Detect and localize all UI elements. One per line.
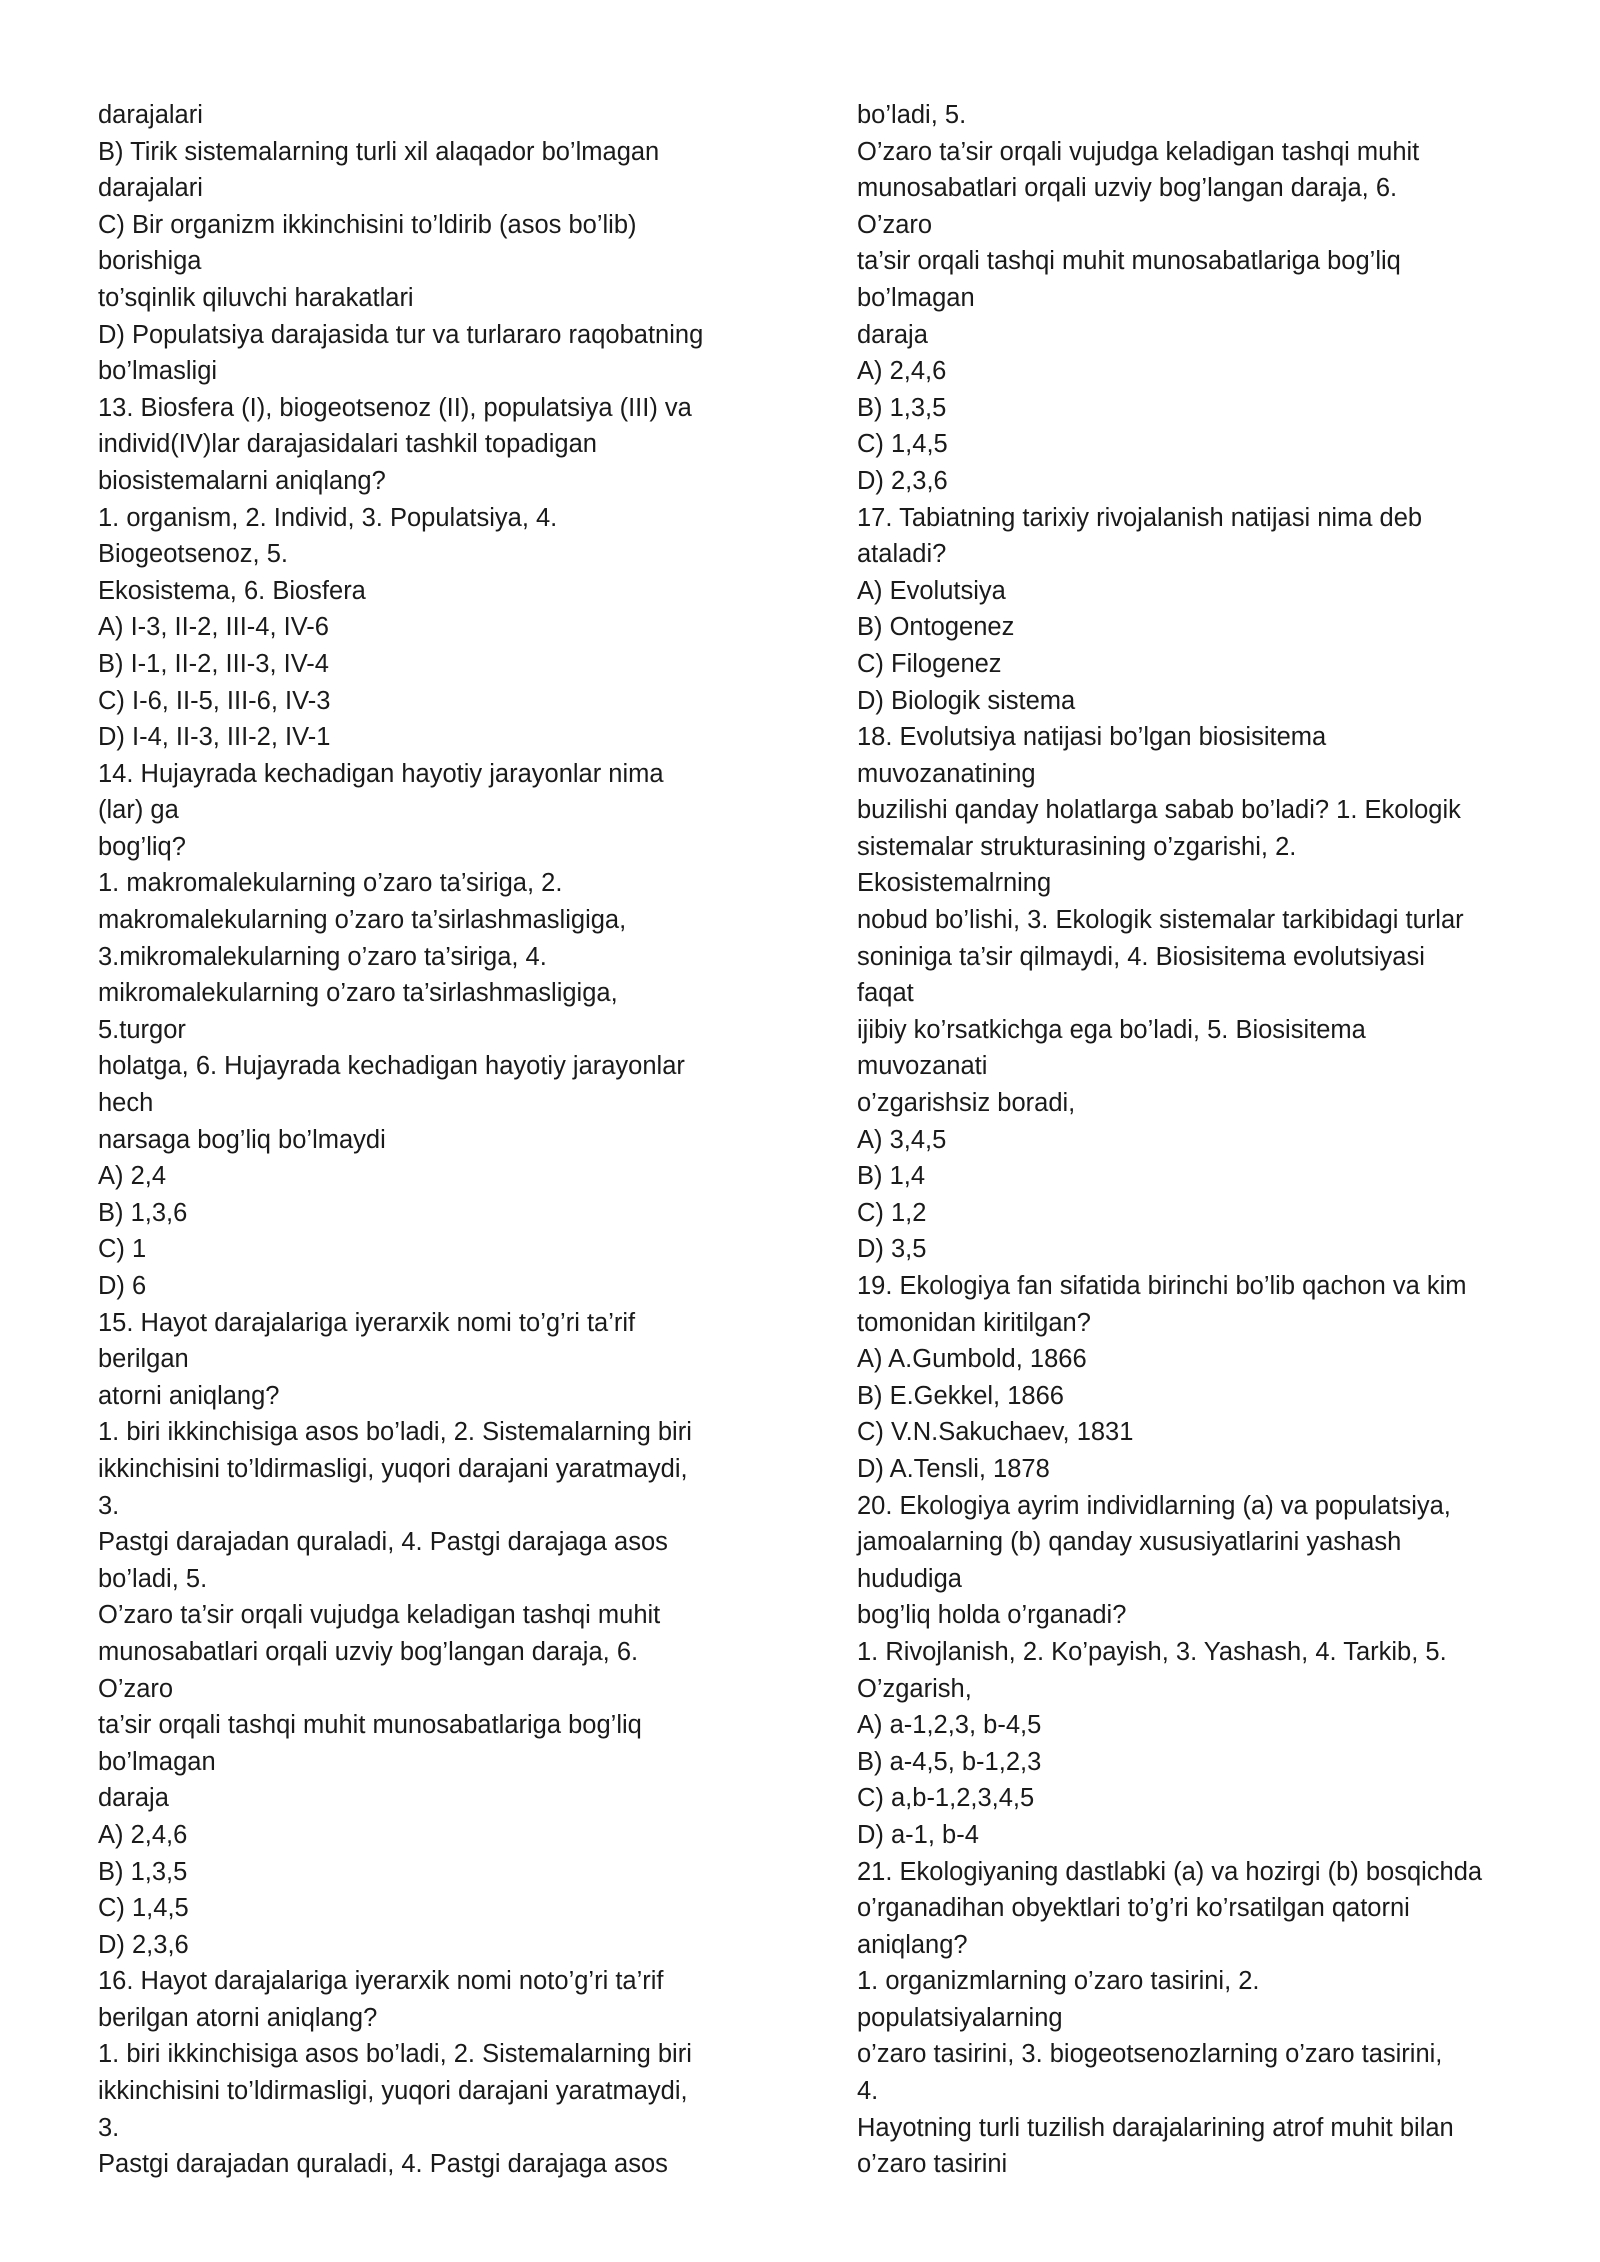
text-line: A) a-1,2,3, b-4,5 <box>857 1711 1042 1740</box>
text-line: holatga, 6. Hujayrada kechadigan hayotiy jarayonlar <box>98 1052 685 1081</box>
text-line: Ekosistema, 6. Biosfera <box>98 576 366 605</box>
text-line: 4. <box>857 2077 879 2106</box>
text-line: muvozanati <box>857 1052 988 1081</box>
text-line: C) 1,4,5 <box>98 1894 189 1923</box>
text-line: C) V.N.Sakuchaev, 1831 <box>857 1418 1134 1447</box>
text-line: D) 2,3,6 <box>98 1930 189 1959</box>
text-line: A) 2,4,6 <box>857 357 947 386</box>
text-line: (lar) ga <box>98 796 179 825</box>
text-line: C) 1 <box>98 1235 147 1264</box>
text-line: bog’liq? <box>98 832 186 861</box>
text-line: ta’sir orqali tashqi muhit munosabatlariga bog’liq <box>857 247 1401 276</box>
text-line: ijibiy ko’rsatkichga ega bo’ladi, 5. Biosisitema <box>857 1015 1366 1044</box>
text-line: O’zgarish, <box>857 1674 972 1703</box>
text-line: ikkinchisini to’ldirmasligi, yuqori darajani yaratmaydi, <box>98 1454 688 1483</box>
text-line: D) Populatsiya darajasida tur va turlararo raqobatning <box>98 320 704 349</box>
text-line: bo’ladi, 5. <box>857 101 967 129</box>
text-line: D) Biologik sistema <box>857 686 1076 715</box>
text-line: B) Tirik sistemalarning turli xil alaqador bo’lmagan <box>98 137 660 166</box>
text-line: 1. biri ikkinchisiga asos bo’ladi, 2. Sistemalarning biri <box>98 2040 692 2069</box>
text-line: B) I-1, II-2, III-3, IV-4 <box>98 649 329 678</box>
text-line: to’sqinlik qiluvchi harakatlari <box>98 283 414 312</box>
text-line: A) 3,4,5 <box>857 1125 947 1154</box>
text-line: 21. Ekologiyaning dastlabki (a) va hozirgi (b) bosqichda <box>857 1857 1483 1886</box>
text-line: C) a,b-1,2,3,4,5 <box>857 1784 1035 1813</box>
text-line: A) Evolutsiya <box>857 576 1006 605</box>
text-line: 16. Hayot darajalariga iyerarxik nomi noto’g’ri ta’rif <box>98 1967 664 1996</box>
text-line: 1. makromalekularning o’zaro ta’siriga, 2. <box>98 869 563 898</box>
text-line: ikkinchisini to’ldirmasligi, yuqori darajani yaratmaydi, <box>98 2077 688 2106</box>
text-line: O’zaro ta’sir orqali vujudga keladigan tashqi muhit <box>857 137 1420 166</box>
text-line: atorni aniqlang? <box>98 1381 280 1410</box>
text-line: bo’lmasligi <box>98 357 218 386</box>
text-line: soniniga ta’sir qilmaydi, 4. Biosisitema evolutsiyasi <box>857 942 1425 971</box>
text-line: A) A.Gumbold, 1866 <box>857 1345 1087 1374</box>
text-line: bo’lmagan <box>98 1747 216 1776</box>
text-line: ataladi? <box>857 540 947 569</box>
text-line: o’rganadihan obyektlari to’g’ri ko’rsatilgan qatorni <box>857 1894 1410 1923</box>
text-line: 20. Ekologiya ayrim individlarning (a) va populatsiya, <box>857 1491 1451 1520</box>
text-line: C) I-6, II-5, III-6, IV-3 <box>98 686 331 715</box>
text-line: 1. organizmlarning o’zaro tasirini, 2. <box>857 1967 1260 1996</box>
text-line: D) I-4, II-3, III-2, IV-1 <box>98 723 331 752</box>
text-line: A) I-3, II-2, III-4, IV-6 <box>98 613 329 642</box>
text-line: hech <box>98 1089 154 1118</box>
text-line: D) 3,5 <box>857 1235 927 1264</box>
text-line: populatsiyalarning <box>857 2003 1063 2032</box>
text-line: daraja <box>857 320 928 349</box>
text-line: 13. Biosfera (I), biogeotsenoz (II), populatsiya (III) va <box>98 393 692 422</box>
text-line: Ekosistemalrning <box>857 869 1052 898</box>
text-line: faqat <box>857 979 914 1008</box>
left-text-column <box>98 97 778 2183</box>
text-line: individ(IV)lar darajasidalari tashkil topadigan <box>98 430 597 459</box>
text-line: 1. organism, 2. Individ, 3. Populatsiya, 4. <box>98 503 558 532</box>
text-line: berilgan atorni aniqlang? <box>98 2003 378 2032</box>
text-line: bog’liq holda o’rganadi? <box>857 1601 1127 1630</box>
text-line: D) A.Tensli, 1878 <box>857 1454 1050 1483</box>
text-line: 15. Hayot darajalariga iyerarxik nomi to’g’ri ta’rif <box>98 1308 636 1337</box>
text-line: B) 1,3,6 <box>98 1198 188 1227</box>
text-line: daraja <box>98 1784 169 1813</box>
text-line: munosabatlari orqali uzviy bog’langan daraja, 6. <box>98 1637 639 1666</box>
text-line: D) 6 <box>98 1272 147 1300</box>
text-line: C) Filogenez <box>857 649 1002 678</box>
text-line: 1. biri ikkinchisiga asos bo’ladi, 2. Sistemalarning biri <box>98 1418 692 1447</box>
text-line: muvozanatining <box>857 759 1036 788</box>
text-line: o’zaro tasirini <box>857 2150 1008 2179</box>
right-text-column <box>857 97 1537 2183</box>
text-line: mikromalekularning o’zaro ta’sirlashmasligiga, <box>98 979 618 1008</box>
text-line: 14. Hujayrada kechadigan hayotiy jarayonlar nima <box>98 759 664 788</box>
text-line: 3.mikromalekularning o’zaro ta’siriga, 4. <box>98 942 547 971</box>
text-line: aniqlang? <box>857 1930 968 1959</box>
text-line: B) 1,3,5 <box>98 1857 188 1886</box>
text-line: hududiga <box>857 1564 962 1593</box>
text-line: D) 2,3,6 <box>857 466 948 495</box>
text-line: buzilishi qanday holatlarga sabab bo’ladi? 1. Ekologik <box>857 796 1461 825</box>
text-line: B) Ontogenez <box>857 613 1015 642</box>
text-line: tomonidan kiritilgan? <box>857 1308 1091 1337</box>
text-line: nobud bo’lishi, 3. Ekologik sistemalar tarkibidagi turlar <box>857 906 1464 935</box>
text-line: bo’lmagan <box>857 283 975 312</box>
text-line: O’zaro ta’sir orqali vujudga keladigan tashqi muhit <box>98 1601 661 1630</box>
text-line: o’zgarishsiz boradi, <box>857 1089 1076 1118</box>
text-line: sistemalar strukturasining o’zgarishi, 2. <box>857 832 1297 861</box>
text-line: A) 2,4,6 <box>98 1820 188 1849</box>
text-line: Hayotning turli tuzilish darajalarining atrof muhit bilan <box>857 2113 1454 2142</box>
text-line: C) Bir organizm ikkinchisini to’ldirib (asos bo’lib) <box>98 210 637 239</box>
text-line: 17. Tabiatning tarixiy rivojalanish natijasi nima deb <box>857 503 1423 532</box>
text-line: B) 1,4 <box>857 1162 926 1191</box>
text-line: O’zaro <box>857 210 933 239</box>
text-line: D) a-1, b-4 <box>857 1820 979 1849</box>
text-line: 1. Rivojlanish, 2. Ko’payish, 3. Yashash, 4. Tarkib, 5. <box>857 1637 1447 1666</box>
text-line: darajalari <box>98 174 203 203</box>
text-line: Biogeotsenoz, 5. <box>98 540 288 569</box>
text-line: B) E.Gekkel, 1866 <box>857 1381 1064 1410</box>
text-line: 19. Ekologiya fan sifatida birinchi bo’lib qachon va kim <box>857 1272 1467 1300</box>
text-line: o’zaro tasirini, 3. biogeotsenozlarning o’zaro tasirini, <box>857 2040 1443 2069</box>
text-line: jamoalarning (b) qanday xususiyatlarini yashash <box>857 1528 1402 1557</box>
text-line: borishiga <box>98 247 202 276</box>
text-line: C) 1,4,5 <box>857 430 948 459</box>
text-line: bo’ladi, 5. <box>98 1564 208 1593</box>
text-line: munosabatlari orqali uzviy bog’langan daraja, 6. <box>857 174 1398 203</box>
text-line: makromalekularning o’zaro ta’sirlashmasligiga, <box>98 906 627 935</box>
text-line: Pastgi darajadan quraladi, 4. Pastgi darajaga asos <box>98 1528 668 1557</box>
text-line: B) 1,3,5 <box>857 393 947 422</box>
text-line: 5.turgor <box>98 1015 186 1044</box>
text-line: 18. Evolutsiya natijasi bo’lgan biosisitema <box>857 723 1327 752</box>
text-line: 3. <box>98 2113 120 2142</box>
text-line: darajalari <box>98 101 203 129</box>
text-line: 3. <box>98 1491 120 1520</box>
text-line: C) 1,2 <box>857 1198 927 1227</box>
text-line: O’zaro <box>98 1674 174 1703</box>
text-line: narsaga bog’liq bo’lmaydi <box>98 1125 386 1154</box>
text-line: ta’sir orqali tashqi muhit munosabatlariga bog’liq <box>98 1711 642 1740</box>
text-line: biosistemalarni aniqlang? <box>98 466 386 495</box>
text-line: B) a-4,5, b-1,2,3 <box>857 1747 1042 1776</box>
text-line: berilgan <box>98 1345 189 1374</box>
text-line: Pastgi darajadan quraladi, 4. Pastgi darajaga asos <box>98 2150 668 2179</box>
text-line: A) 2,4 <box>98 1162 167 1191</box>
